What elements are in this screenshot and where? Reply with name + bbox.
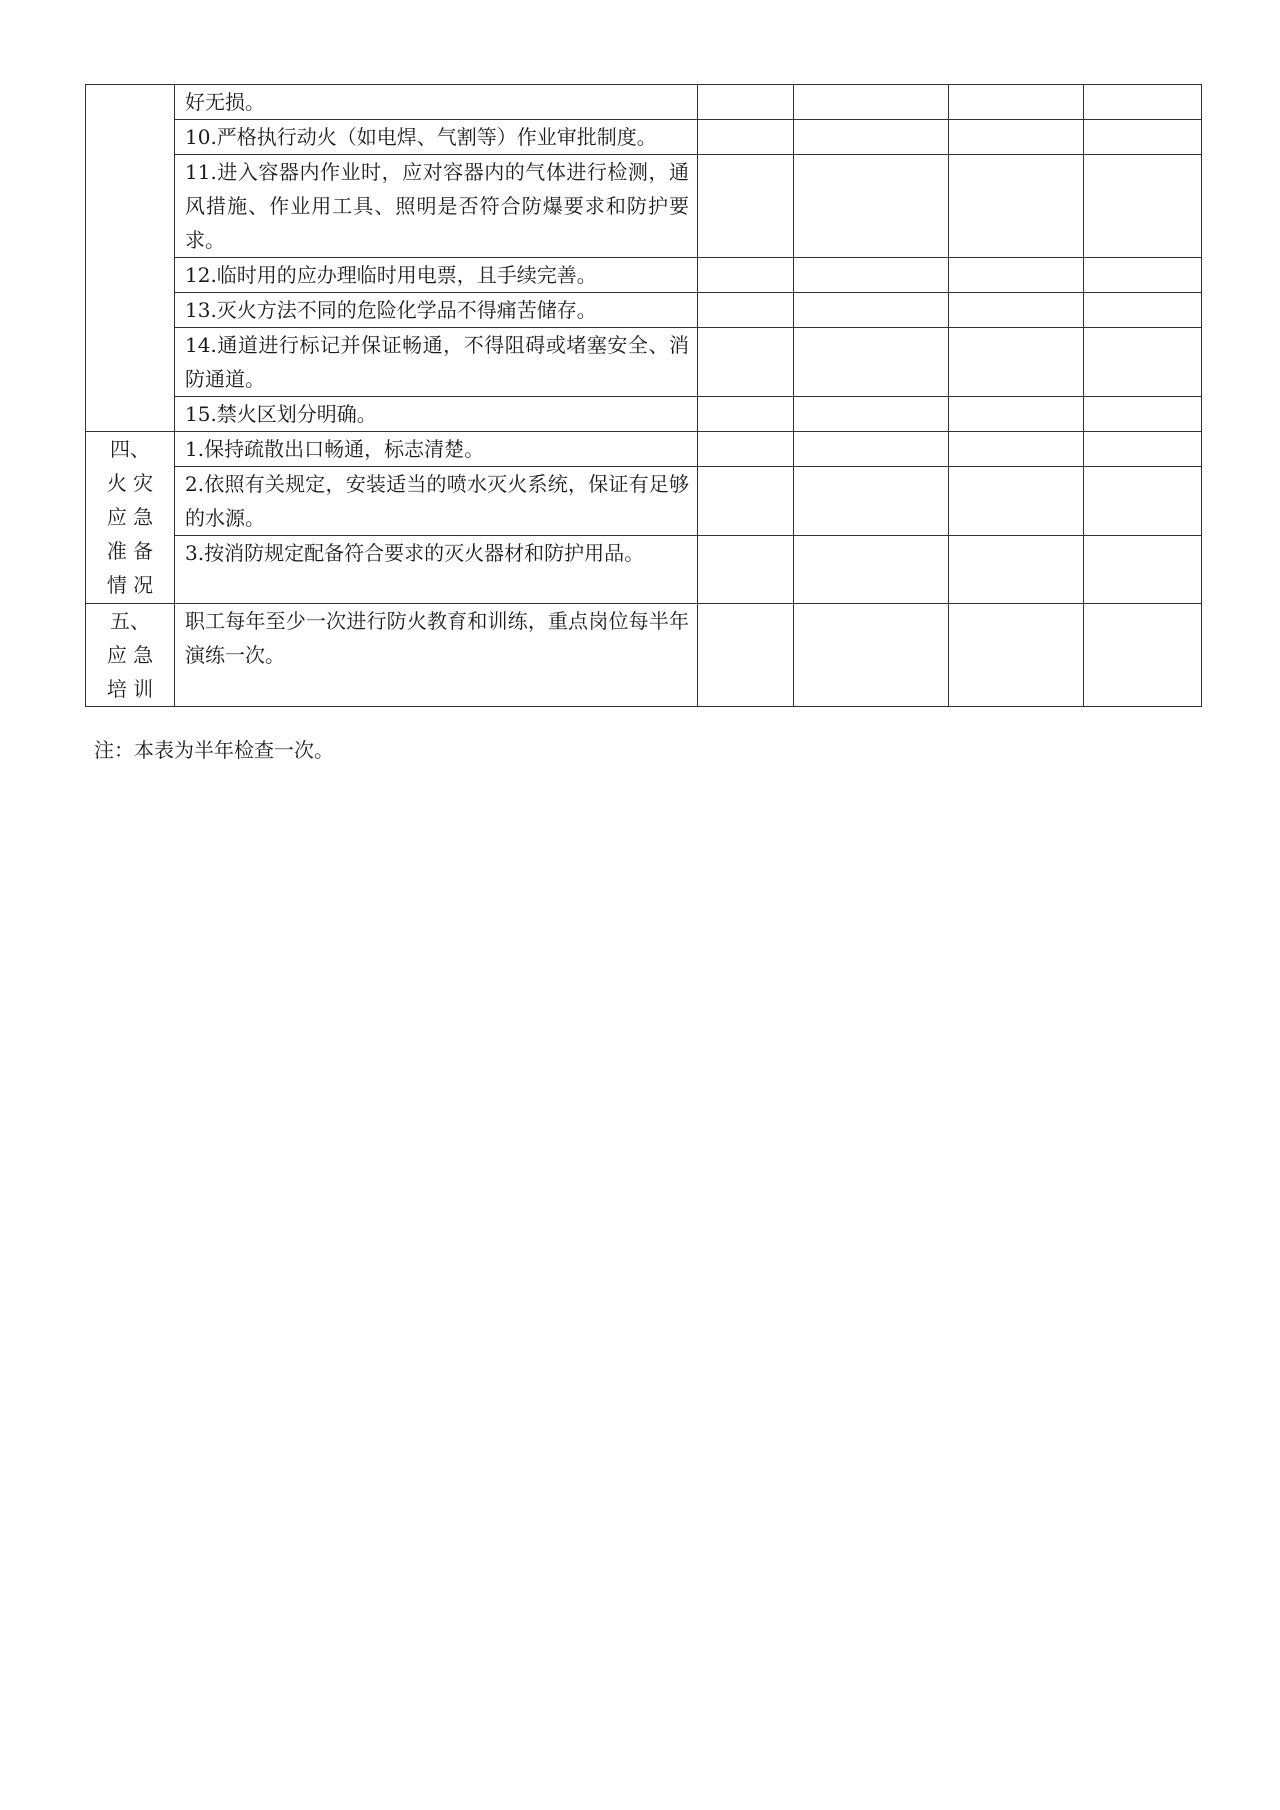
category-cell-section-3 xyxy=(86,85,175,432)
table-footnote: 注：本表为半年检查一次。 xyxy=(94,738,334,762)
check-cell xyxy=(698,467,794,536)
check-cell xyxy=(949,328,1084,397)
table-row xyxy=(86,155,1202,258)
check-cell xyxy=(949,467,1084,536)
check-cell xyxy=(1084,467,1202,536)
check-cell xyxy=(794,85,949,120)
check-cell xyxy=(1084,604,1202,707)
check-cell xyxy=(1084,120,1202,155)
check-cell xyxy=(698,120,794,155)
check-cell xyxy=(794,397,949,432)
table-row xyxy=(86,85,1202,120)
category-label-line: 培 训 xyxy=(106,677,154,701)
category-label-line: 应 急 xyxy=(106,643,154,667)
item-cell: 1.保持疏散出口畅通，标志清楚。 xyxy=(175,432,698,467)
check-cell xyxy=(794,155,949,258)
table-row xyxy=(86,328,1202,397)
check-cell xyxy=(949,397,1084,432)
check-cell xyxy=(698,155,794,258)
item-cell: 10.严格执行动火（如电焊、气割等）作业审批制度。 xyxy=(175,120,698,155)
check-cell xyxy=(949,120,1084,155)
check-cell xyxy=(698,432,794,467)
check-cell xyxy=(1084,155,1202,258)
check-cell xyxy=(794,467,949,536)
item-cell: 职工每年至少一次进行防火教育和训练，重点岗位每半年演练一次。 xyxy=(175,604,698,707)
category-label-line: 五、 xyxy=(110,609,150,633)
category-label-line: 应 急 xyxy=(106,505,154,529)
item-cell: 13.灭火方法不同的危险化学品不得痛苦储存。 xyxy=(175,293,698,328)
check-cell xyxy=(949,258,1084,293)
check-cell xyxy=(698,258,794,293)
table-row xyxy=(86,397,1202,432)
item-cell: 12.临时用的应办理临时用电票，且手续完善。 xyxy=(175,258,698,293)
item-cell: 2.依照有关规定，安装适当的喷水灭火系统，保证有足够的水源。 xyxy=(175,467,698,536)
check-cell xyxy=(794,536,949,604)
check-cell xyxy=(698,328,794,397)
check-cell xyxy=(949,536,1084,604)
check-cell xyxy=(794,604,949,707)
check-cell xyxy=(1084,432,1202,467)
table-row xyxy=(86,467,1202,536)
table-row xyxy=(86,604,1202,707)
check-cell xyxy=(1084,85,1202,120)
check-cell xyxy=(698,604,794,707)
category-label-line: 准 备 xyxy=(106,539,154,563)
check-cell xyxy=(949,432,1084,467)
table-row xyxy=(86,120,1202,155)
item-cell: 15.禁火区划分明确。 xyxy=(175,397,698,432)
check-cell xyxy=(794,328,949,397)
check-cell xyxy=(794,258,949,293)
check-cell xyxy=(1084,293,1202,328)
check-cell xyxy=(1084,328,1202,397)
check-cell xyxy=(1084,536,1202,604)
check-cell xyxy=(794,293,949,328)
check-cell xyxy=(698,293,794,328)
category-label-line: 四、 xyxy=(110,437,150,461)
table-row xyxy=(86,258,1202,293)
check-cell xyxy=(949,293,1084,328)
check-cell xyxy=(1084,397,1202,432)
table-row xyxy=(86,536,1202,604)
category-cell-section-5 xyxy=(86,604,175,707)
check-cell xyxy=(1084,258,1202,293)
check-cell xyxy=(949,604,1084,707)
category-cell-section-4 xyxy=(86,432,175,604)
check-cell xyxy=(698,397,794,432)
check-cell xyxy=(794,120,949,155)
item-cell: 11.进入容器内作业时，应对容器内的气体进行检测，通风措施、作业用工具、照明是否符合防爆要求和防护要求。 xyxy=(175,155,698,258)
check-cell xyxy=(794,432,949,467)
item-cell: 好无损。 xyxy=(175,85,698,120)
check-cell xyxy=(949,85,1084,120)
check-cell xyxy=(698,536,794,604)
check-cell xyxy=(698,85,794,120)
item-cell: 14.通道进行标记并保证畅通，不得阻碍或堵塞安全、消防通道。 xyxy=(175,328,698,397)
category-label-line: 情 况 xyxy=(106,573,154,597)
check-cell xyxy=(949,155,1084,258)
item-cell: 3.按消防规定配备符合要求的灭火器材和防护用品。 xyxy=(175,536,698,604)
table-row xyxy=(86,432,1202,467)
category-label-line: 火 灾 xyxy=(106,471,154,495)
fire-safety-checklist-table xyxy=(85,84,1202,707)
table-row xyxy=(86,293,1202,328)
